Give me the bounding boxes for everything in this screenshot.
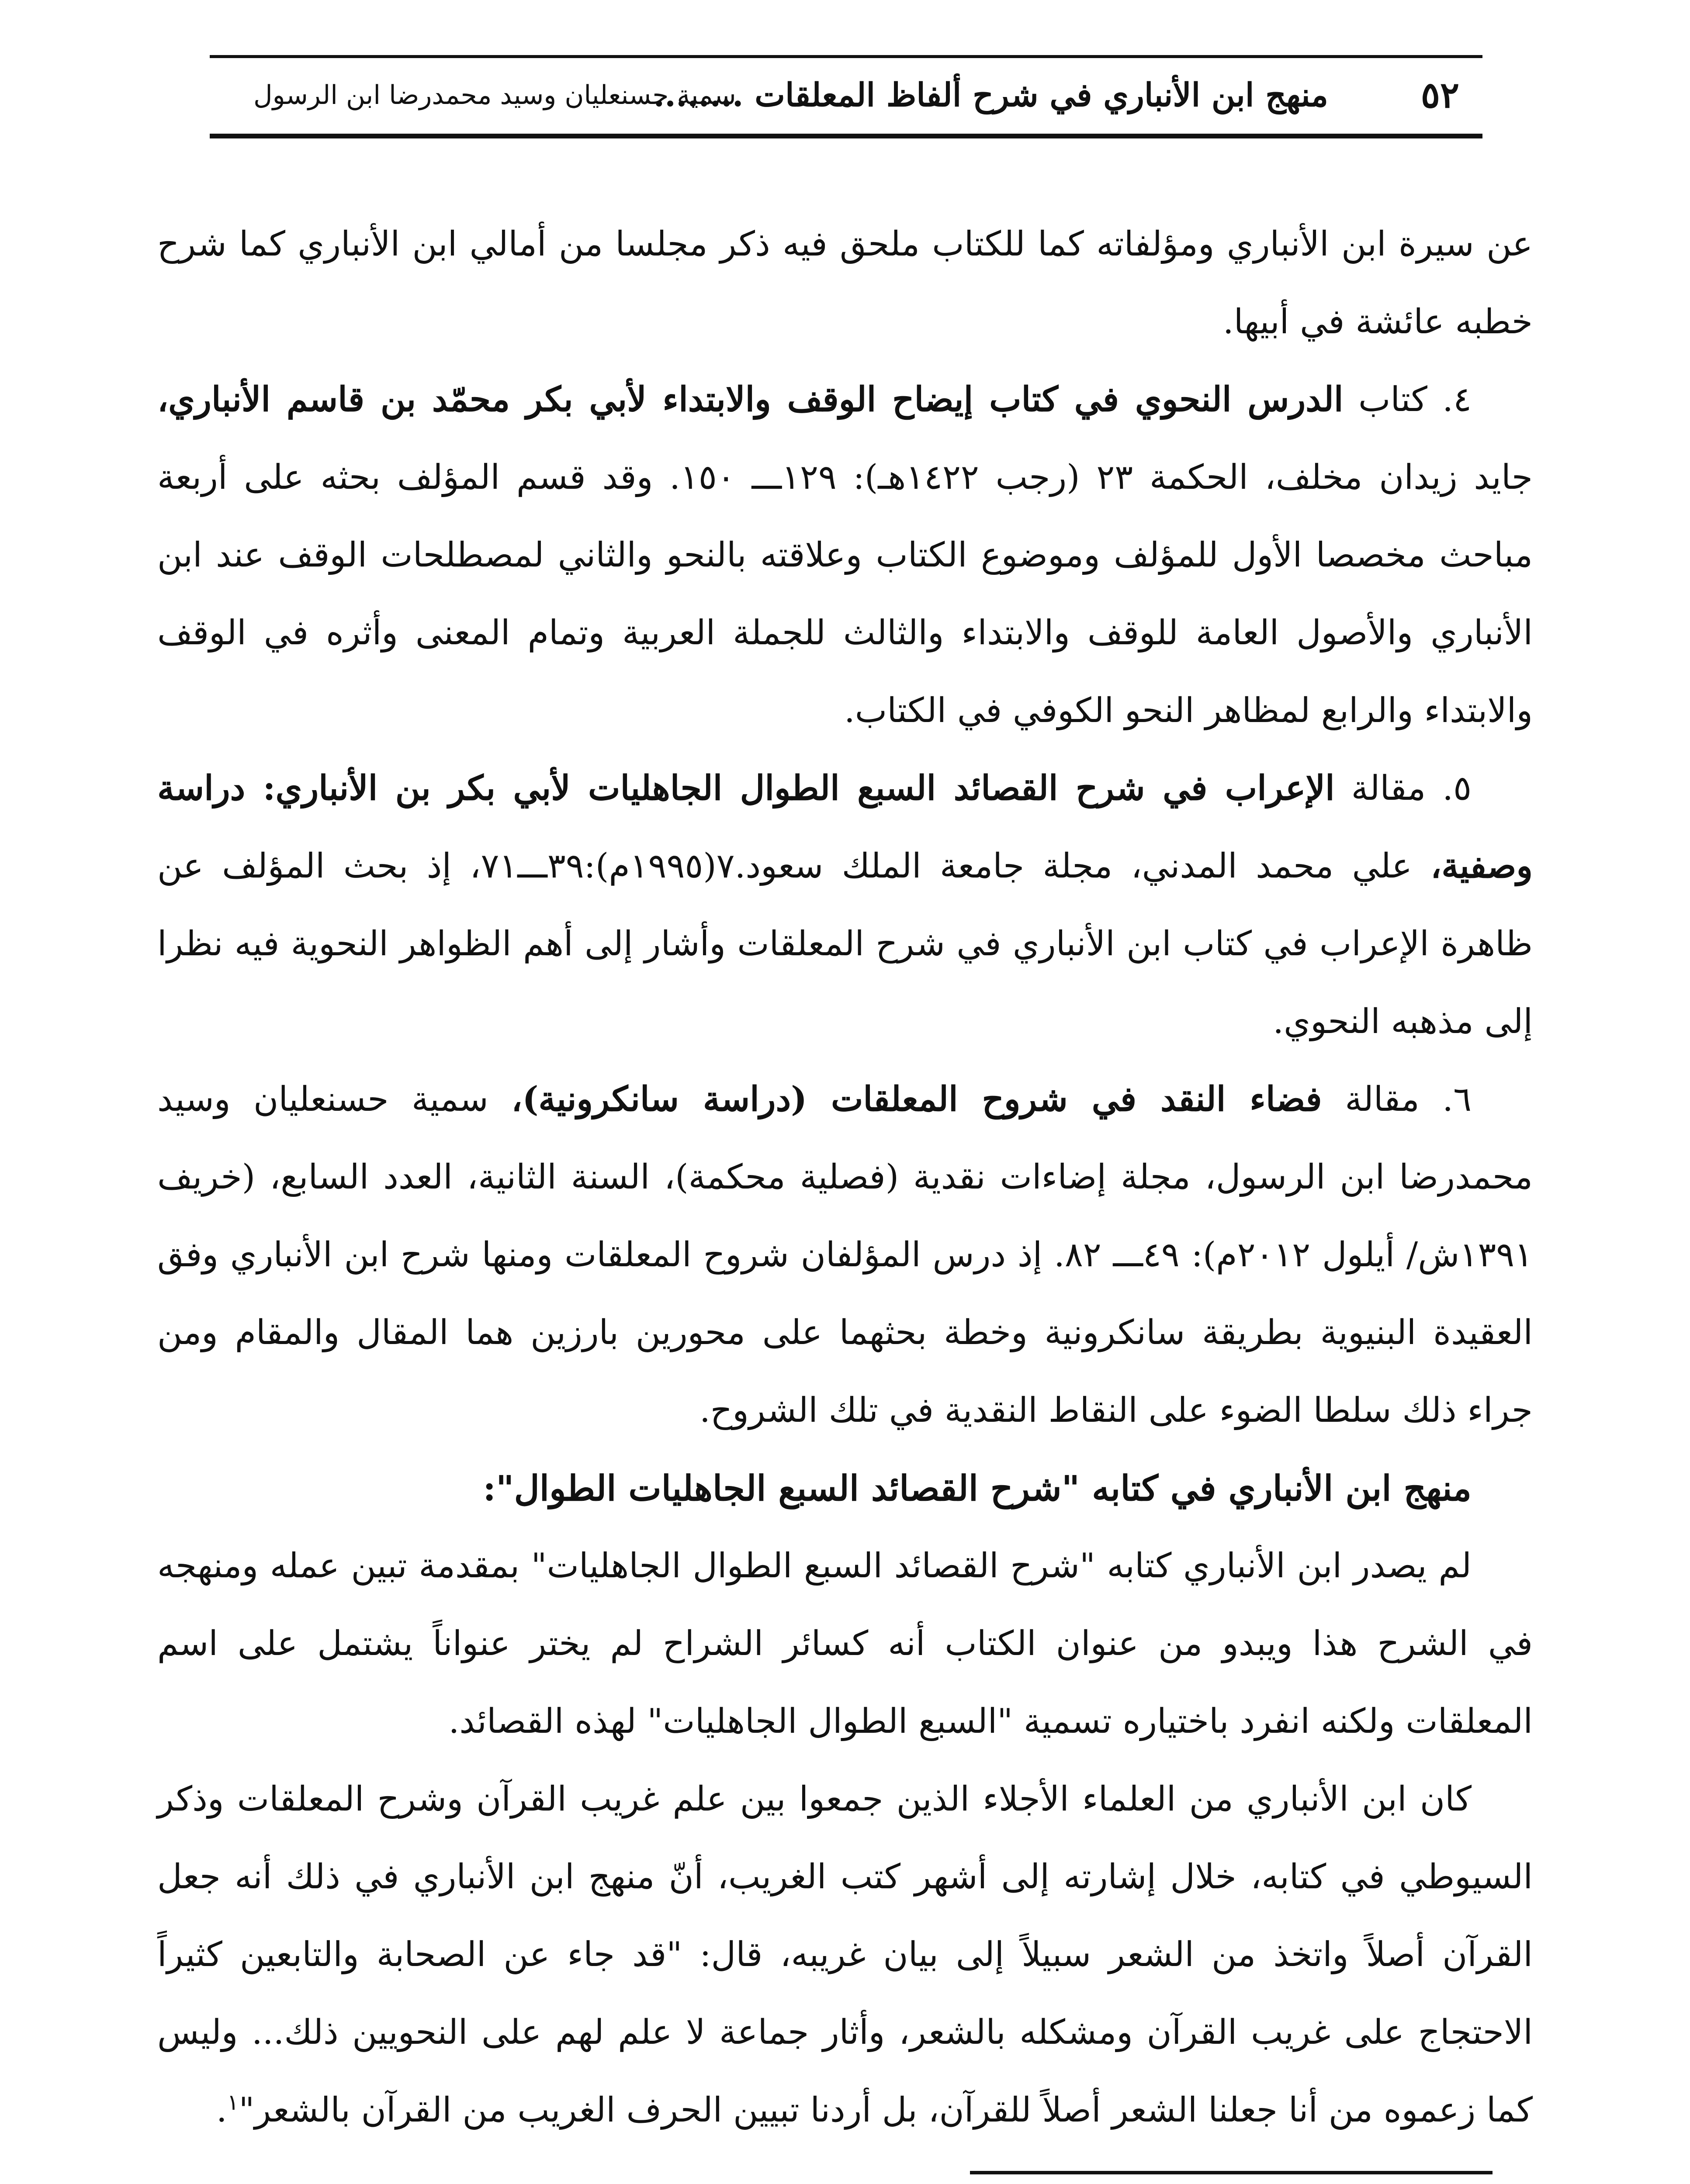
list-item-6-prefix: ٦. مقالة [1322, 1080, 1472, 1119]
running-title: منهج ابن الأنباري في شرح ألفاظ المعلقات ........ [653, 76, 1328, 114]
list-item-5 [157, 750, 1533, 1061]
list-item-5-text: علي محمد المدني، مجلة جامعة الملك سعود.٧(١٩٩٥م):٣٩ـــ٧١، إذ بحث المؤلف عن ظاهرة الإعراب في كتاب ابن الأنباري في شرح المعلقات وأشار إلى أهم الظواهر النحوية فيه نظرا إلى مذهبه النحوي. [157, 847, 1533, 1041]
list-item-6-title: فضاء النقد في شروح المعلقات (دراسة سانكرونية)، [511, 1079, 1322, 1119]
list-item-4-text: جايد زيدان مخلف، الحكمة ٢٣ (رجب ١٤٢٢هـ): ١٢٩ـــ ١٥٠. وقد قسم المؤلف بحثه على أربعة مباحث مخصصا الأول للمؤلف وموضوع الكتاب وعلاقته بالنحو والثاني لمصطلحات الوقف عند ابن الأنباري والأصول العامة للوقف والابتداء والثالث للجملة العربية وتمام المعنى وأثره في الوقف والابتداء والرابع لمظاهر النحو الكوفي في الكتاب. [157, 458, 1533, 730]
list-item-6 [157, 1061, 1533, 1449]
list-item-4 [157, 361, 1533, 750]
section-heading: منهج ابن الأنباري في كتابه "شرح القصائد السبع الجاهليات الطوال": [483, 1468, 1472, 1509]
running-authors: سمية حسنعليان وسيد محمدرضا ابن الرسول [253, 80, 736, 111]
list-item-4-title: الدرس النحوي في كتاب إيضاح الوقف والابتداء لأبي بكر محمّد بن قاسم الأنباري، [157, 380, 1344, 419]
list-item-6-text: سمية حسنعليان وسيد محمدرضا ابن الرسول، مجلة إضاءات نقدية (فصلية محكمة)، السنة الثانية، العدد السابع، (خريف ١٣٩١ش/ أيلول ٢٠١٢م): ٤٩ـــ ٨٢. إذ درس المؤلفان شروح المعلقات ومنها شرح ابن الأنباري وفق العقيدة البنيوية بطريقة سانكرونية وخطة بحثهما على محورين بارزين هما المقال والمقام ومن جراء ذلك سلطا الضوء على النقاط النقدية في تلك الشروح. [157, 1080, 1533, 1430]
list-item-4-prefix: ٤. كتاب [1343, 380, 1472, 419]
list-item-5-title: الإعراب في شرح القصائد السبع الطوال الجاهليات لأبي بكر بن الأنباري: دراسة وصفية، [157, 768, 1533, 886]
footnote-separator [970, 2171, 1493, 2174]
header-top-rule [210, 55, 1482, 58]
running-header [245, 69, 1459, 121]
paragraph-continuation: عن سيرة ابن الأنباري ومؤلفاته كما للكتاب ملحق فيه ذكر مجلسا من أمالي ابن الأنباري كما شرح خطبه عائشة في أبيها. [157, 225, 1533, 342]
paragraph-quran-gharib-text: كان ابن الأنباري من العلماء الأجلاء الذين جمعوا بين علم غريب القرآن وشرح المعلقات وذكر السيوطي في كتابه، خلال إشارته إلى أشهر كتب الغريب، أنّ منهج ابن الأنباري في ذلك أنه جعل القرآن أصلاً واتخذ من الشعر سبيلاً إلى بيان غريبه، قال: "قد جاء عن الصحابة والتابعين كثيراً الاحتجاج على غريب القرآن ومشكله بالشعر، وأثار جماعة لا علم لهم على النحويين ذلك... وليس كما زعموه من أنا جعلنا الشعر أصلاً للقرآن، بل أردنا تبيين الحرف الغريب من القرآن بالشعر" [157, 1780, 1533, 2130]
paragraph-quran-gharib [157, 1760, 1533, 2149]
paragraph-method: لم يصدر ابن الأنباري كتابه "شرح القصائد السبع الطوال الجاهليات" بمقدمة تبين عمله ومنهجه في الشرح هذا ويبدو من عنوان الكتاب أنه كسائر الشراح لم يختر عنواناً يشتمل على اسم المعلقات ولكنه انفرد باختياره تسمية "السبع الطوال الجاهليات" لهذه القصائد. [157, 1546, 1533, 1741]
paragraph-end-mark: . [216, 2091, 227, 2130]
list-item-5-prefix: ٥. مقالة [1334, 769, 1472, 808]
main-text [157, 205, 1533, 2149]
page-number: ٥٢ [1420, 74, 1459, 116]
header-bottom-rule [210, 134, 1482, 138]
footnote-reference[interactable]: ١ [227, 2090, 239, 2115]
